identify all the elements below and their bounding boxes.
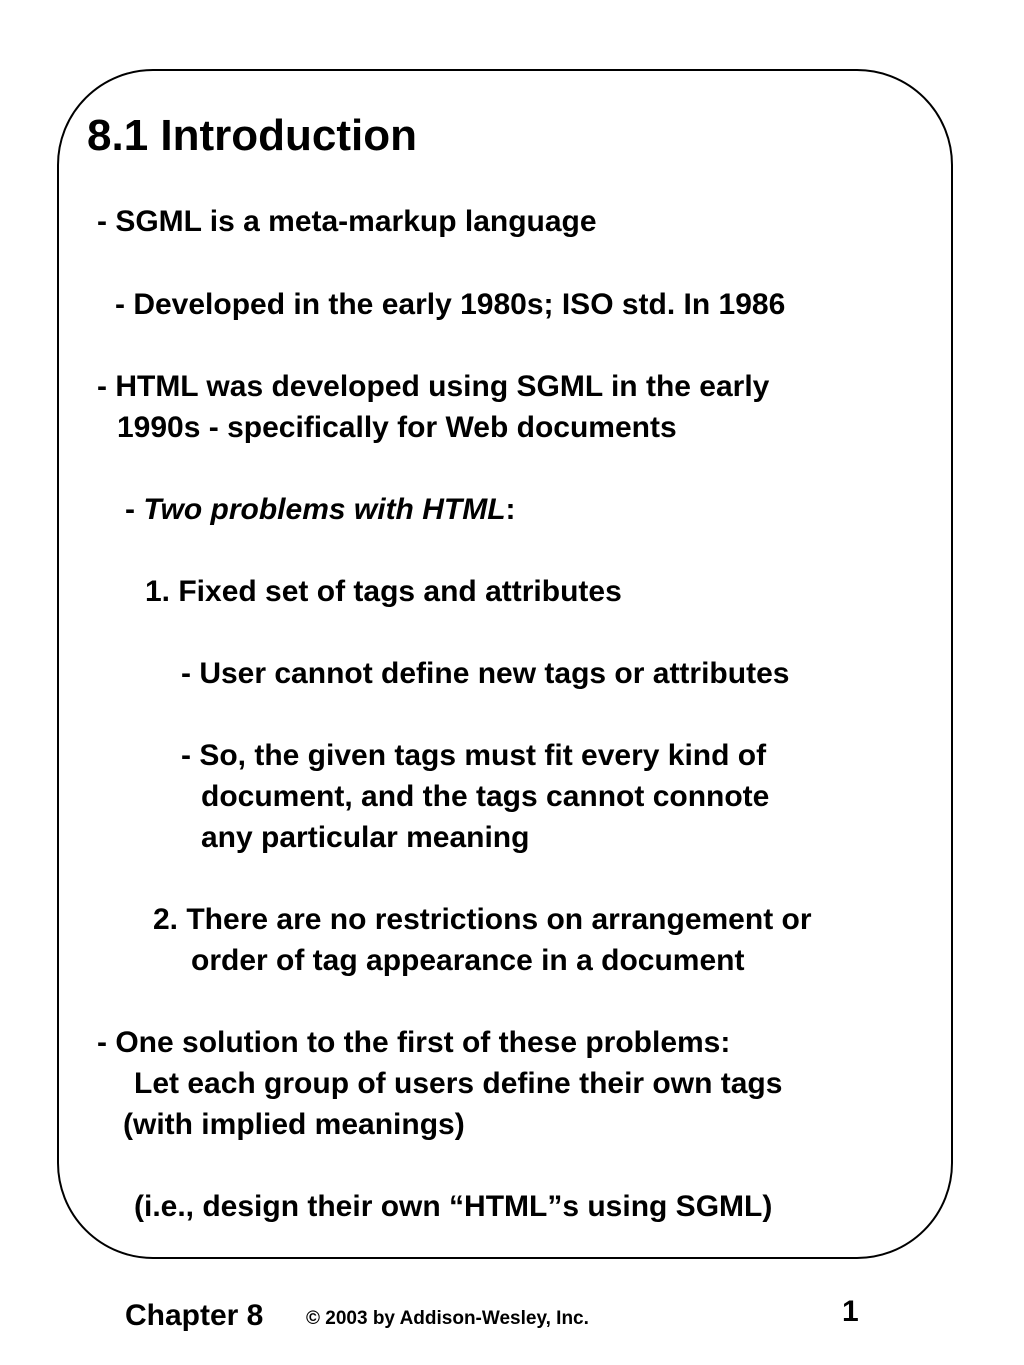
slide-title: 8.1 Introduction [87, 111, 417, 160]
footer-page-number: 1 [842, 1295, 859, 1328]
bullet-design-own-html: (i.e., design their own “HTML”s using SGML) [134, 1190, 773, 1223]
bullet-two-problems-colon: : [505, 493, 516, 526]
problem-1-sub-tags: - So, the given tags must fit every kind of [181, 739, 767, 772]
bullet-one-solution: - One solution to the first of these problems: [97, 1026, 731, 1059]
bullet-two-problems [125, 495, 516, 525]
problem-2-cont: order of tag appearance in a document [191, 944, 745, 977]
bullet-two-problems-dash: - [125, 493, 144, 526]
footer-chapter: Chapter 8 [125, 1299, 264, 1332]
bullet-two-problems-italic: Two problems with HTML [143, 493, 506, 526]
problem-2: 2. There are no restrictions on arrangement or [153, 903, 812, 936]
problem-1: 1. Fixed set of tags and attributes [145, 575, 622, 608]
bullet-sgml-developed: - Developed in the early 1980s; ISO std. In 1986 [115, 288, 786, 321]
problem-1-sub-tags-cont2: any particular meaning [201, 821, 530, 854]
problem-1-sub-user: - User cannot define new tags or attributes [181, 657, 790, 690]
bullet-one-solution-cont1: Let each group of users define their own tags [134, 1067, 783, 1100]
bullet-html-developed-cont: 1990s - specifically for Web documents [117, 411, 677, 444]
problem-1-sub-tags-cont1: document, and the tags cannot connote [201, 780, 770, 813]
bullet-sgml-meta-markup: - SGML is a meta-markup language [97, 205, 597, 238]
bullet-html-developed: - HTML was developed using SGML in the early [97, 370, 770, 403]
footer-copyright: © 2003 by Addison-Wesley, Inc. [306, 1308, 589, 1329]
bullet-one-solution-cont2: (with implied meanings) [123, 1108, 465, 1141]
